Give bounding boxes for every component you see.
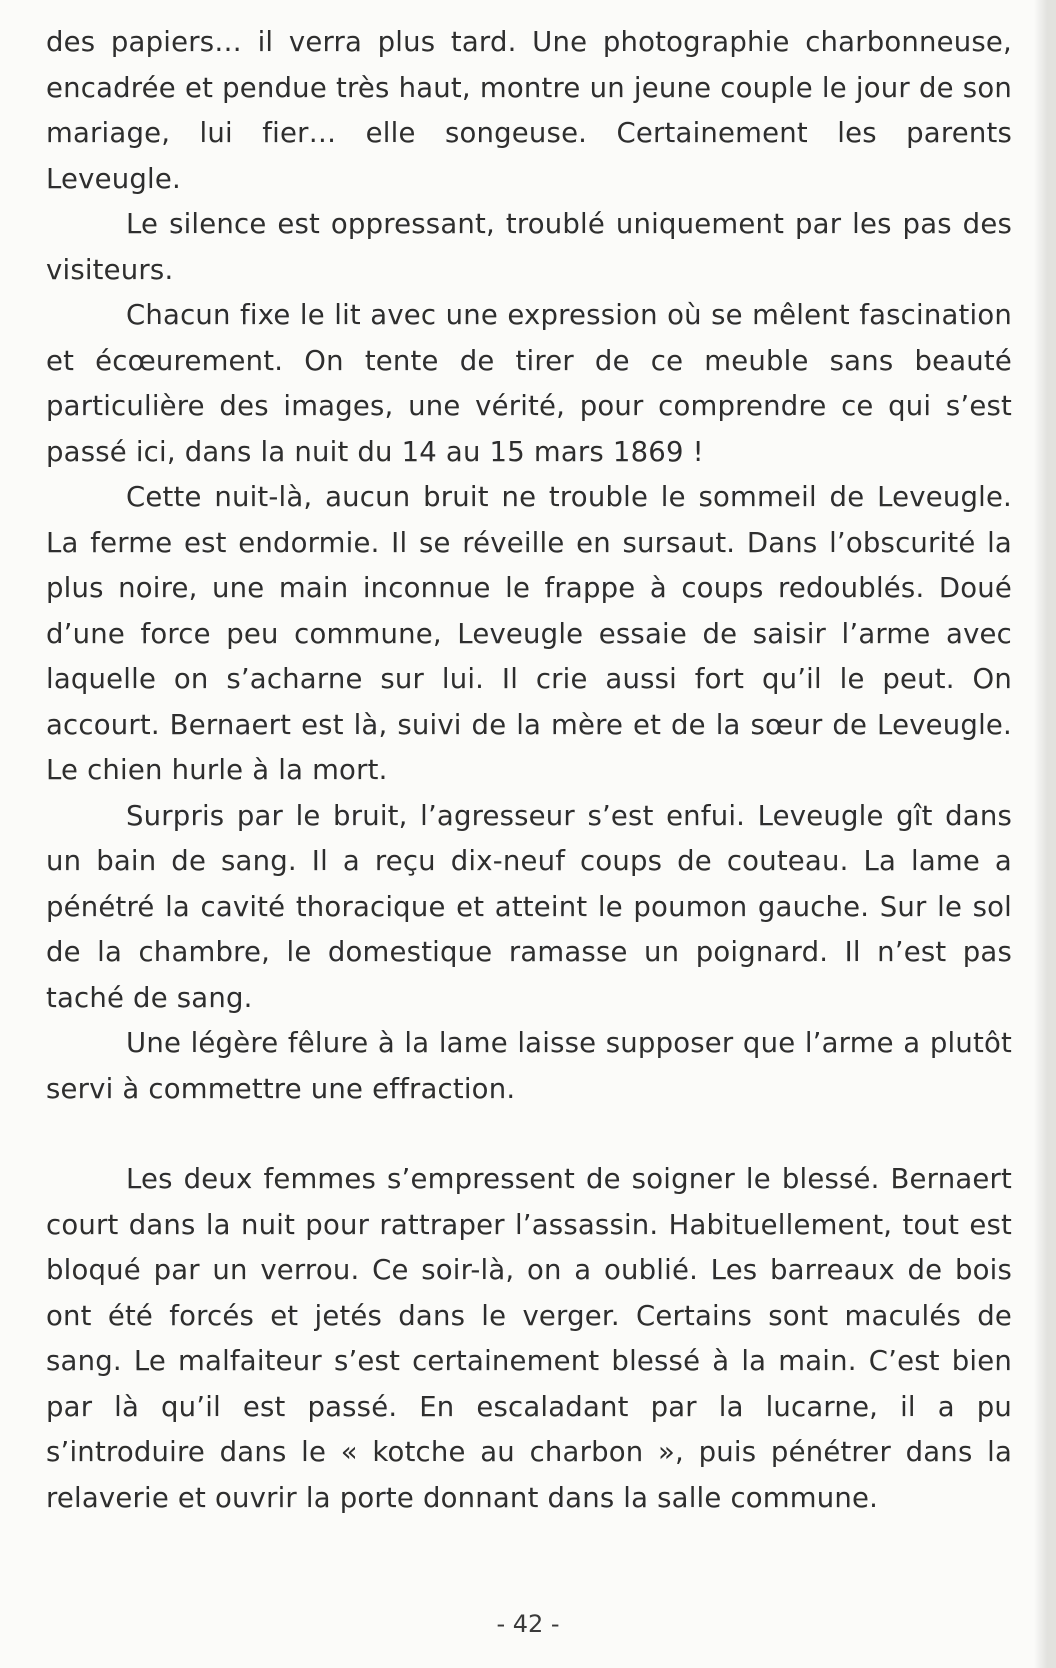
page-number: - 42 - xyxy=(496,1610,560,1638)
paragraph-1: des papiers… il verra plus tard. Une photographie charbonneuse, encadrée et pendue très haut, montre un jeune couple le jour de son mariage, lui fier… elle songeuse. Certainement les parents Leveugle. xyxy=(46,26,1012,195)
section-break xyxy=(46,1112,1012,1157)
paragraph-6: Une légère fêlure à la lame laisse supposer que l’arme a plutôt servi à commettre une effraction. xyxy=(46,1027,1012,1105)
page-edge-shadow xyxy=(1034,0,1056,1668)
paragraph-5: Surpris par le bruit, l’agresseur s’est enfui. Leveugle gît dans un bain de sang. Il a reçu dix-neuf coups de couteau. La lame a pénétré la cavité thoracique et atteint le poumon gauche. Sur le sol de la chambre, le domestique ramasse un poignard. Il n’est pas taché de sang. xyxy=(46,799,1012,1014)
paragraph-4: Cette nuit-là, aucun bruit ne trouble le sommeil de Leveugle. La ferme est endormie. Il se réveille en sursaut. Dans l’obscurité la plus noire, une main inconnue le frappe à coups redoublés. Doué d’une force peu commune, Leveugle essaie de saisir l’arme avec laquelle on s’acharne sur lui. Il crie aussi fort qu’il le peut. On accourt. Bernaert est là, suivi de la mère et de la sœur de Leveugle. Le chien hurle à la mort. xyxy=(46,481,1012,786)
paragraph-2: Le silence est oppressant, troublé uniquement par les pas des visiteurs. xyxy=(46,208,1012,286)
paragraph-7: Les deux femmes s’empressent de soigner le blessé. Bernaert court dans la nuit pour rattraper l’assassin. Habituellement, tout est bloqué par un verrou. Ce soir-là, on a oublié. Les barreaux de bois ont été forcés et jetés dans le verger. Certains sont maculés de sang. Le malfaiteur s’est certainement blessé à la main. C’est bien par là qu’il est passé. En escaladant par la lucarne, il a pu s’introduire dans le « kotche au charbon », puis pénétrer dans la relaverie et ouvrir la porte donnant dans la salle commune. xyxy=(46,1163,1012,1514)
paragraph-3: Chacun fixe le lit avec une expression où se mêlent fascination et écœurement. On tente de tirer de ce meuble sans beauté particulière des images, une vérité, pour comprendre ce qui s’est passé ici, dans la nuit du 14 au 15 mars 1869 ! xyxy=(46,299,1012,468)
page-body xyxy=(46,20,1012,1521)
